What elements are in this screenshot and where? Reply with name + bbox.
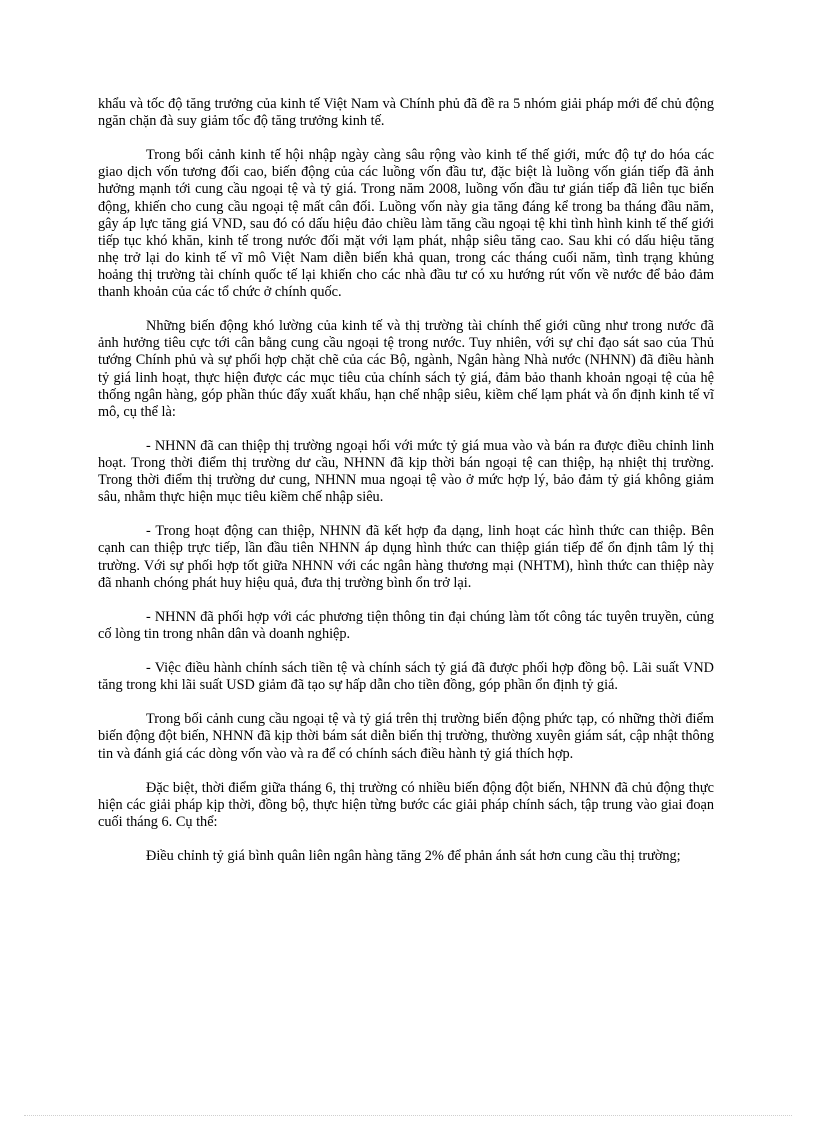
- paragraph: Trong bối cảnh kinh tế hội nhập ngày càng sâu rộng vào kinh tế thế giới, mức độ tự do hóa các giao dịch vốn tương đối cao, biến động của các luồng vốn đầu tư, đặc biệt là luồng vốn gián tiếp đã ảnh hưởng mạnh tới cung cầu ngoại tệ và tỷ giá. Trong năm 2008, luồng vốn đầu tư gián tiếp đã liên tục biến động, khiến cho cung cầu ngoại tệ mất cân đối. Luồng vốn này gia tăng đáng kể trong ba tháng đầu năm, gây áp lực tăng giá VND, sau đó có dấu hiệu đảo chiều làm tăng cầu ngoại tệ khi tình hình kinh tế thế giới tiếp tục khó khăn, kinh tế trong nước đối mặt với lạm phát, nhập siêu tăng cao. Sau khi có dấu hiệu tăng nhẹ trở lại do kinh tế vĩ mô Việt Nam diễn biến khả quan, trong các tháng cuối năm, tình trạng khủng hoảng thị trường tài chính quốc tế lại khiến cho các nhà đầu tư có xu hướng rút vốn về nước để bảo đảm thanh khoản của các tổ chức ở chính quốc.: [98, 147, 714, 301]
- paragraph: Đặc biệt, thời điểm giữa tháng 6, thị trường có nhiều biến động đột biến, NHNN đã chủ động thực hiện các giải pháp kịp thời, đồng bộ, thực hiện từng bước các giải pháp chính sách, tập trung vào giai đoạn cuối tháng 6. Cụ thể:: [98, 779, 714, 830]
- bullet-paragraph: - Trong hoạt động can thiệp, NHNN đã kết hợp đa dạng, linh hoạt các hình thức can thiệp. Bên cạnh can thiệp trực tiếp, lần đầu tiên NHNN áp dụng hình thức can thiệp gián tiếp để ổn định tâm lý thị trường. Với sự phối hợp tốt giữa NHNN với các ngân hàng thương mại (NHTM), hình thức can thiệp này đã nhanh chóng phát huy hiệu quả, đưa thị trường bình ổn trở lại.: [98, 523, 714, 591]
- paragraph: Trong bối cảnh cung cầu ngoại tệ và tỷ giá trên thị trường biến động phức tạp, có những thời điểm biến động đột biến, NHNN đã kịp thời bám sát diễn biến thị trường, thường xuyên giám sát, cập nhật thông tin và đánh giá các dòng vốn vào và ra để có chính sách điều hành tỷ giá thích hợp.: [98, 711, 714, 762]
- page-bottom-divider: [24, 1115, 792, 1116]
- bullet-paragraph: - NHNN đã phối hợp với các phương tiện thông tin đại chúng làm tốt công tác tuyên truyền, củng cố lòng tin trong nhân dân và doanh nghiệp.: [98, 608, 714, 642]
- paragraph: khẩu và tốc độ tăng trưởng của kinh tế Việt Nam và Chính phủ đã đề ra 5 nhóm giải pháp mới để chủ động ngăn chặn đà suy giảm tốc độ tăng trưởng kinh tế.: [98, 96, 714, 130]
- document-body: [98, 96, 714, 882]
- paragraph: Điều chỉnh tỷ giá bình quân liên ngân hàng tăng 2% để phản ánh sát hơn cung cầu thị trường;: [146, 848, 681, 865]
- paragraph: Những biến động khó lường của kinh tế và thị trường tài chính thế giới cũng như trong nước đã ảnh hưởng tiêu cực tới cân bằng cung cầu ngoại tệ trong nước. Tuy nhiên, với sự chỉ đạo sát sao của Thủ tướng Chính phủ và sự phối hợp chặt chẽ của các Bộ, ngành, Ngân hàng Nhà nước (NHNN) đã điều hành tỷ giá linh hoạt, thực hiện được các mục tiêu của chính sách tỷ giá, đảm bảo thanh khoản ngoại tệ của hệ thống ngân hàng, góp phần thúc đẩy xuất khẩu, hạn chế nhập siêu, kiềm chế lạm phát và ổn định kinh tế vĩ mô, cụ thể là:: [98, 318, 714, 420]
- bullet-paragraph: - Việc điều hành chính sách tiền tệ và chính sách tỷ giá đã được phối hợp đồng bộ. Lãi suất VND tăng trong khi lãi suất USD giảm đã tạo sự hấp dẫn cho tiền đồng, góp phần ổn định tỷ giá.: [98, 660, 714, 694]
- bullet-paragraph: - NHNN đã can thiệp thị trường ngoại hối với mức tỷ giá mua vào và bán ra được điều chỉnh linh hoạt. Trong thời điểm thị trường dư cầu, NHNN đã kịp thời bán ngoại tệ can thiệp, hạ nhiệt thị trường. Trong thời điểm thị trường dư cung, NHNN mua ngoại tệ vào ở mức hợp lý, bảo đảm tỷ giá không giảm sâu, nhằm thực hiện mục tiêu kiềm chế nhập siêu.: [98, 437, 714, 506]
